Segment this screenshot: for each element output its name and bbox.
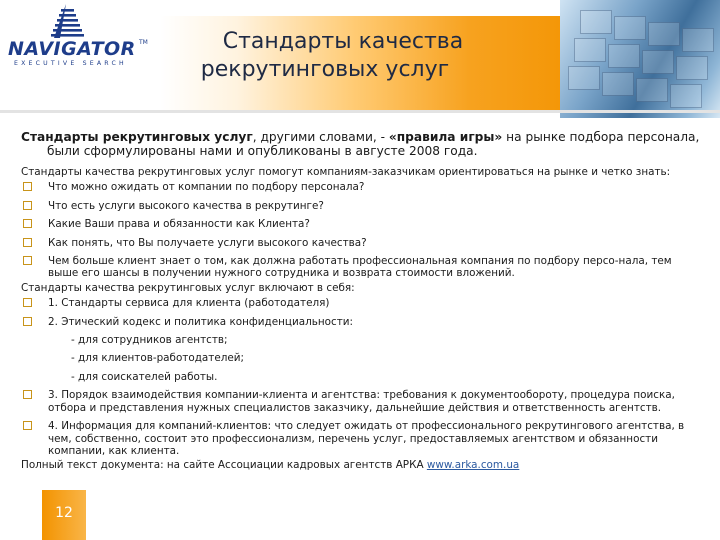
checkbox-bullet-icon [23,201,32,210]
list-item [21,200,701,212]
logo-mark-icon [44,4,84,38]
title-line-2: рекрутинговых услуг [200,57,450,82]
checkbox-bullet-icon [23,421,32,430]
checkbox-bullet-icon [23,219,32,228]
checkbox-bullet-icon [23,256,32,265]
intro-text-2: на рынке подбора персонала, [502,130,700,144]
header-divider [0,110,720,113]
standard-item-2 [21,316,701,328]
checkbox-bullet-icon [23,298,32,307]
building-photo [560,0,720,118]
sub-item: - для сотрудников агентств; [71,334,228,347]
standard-item-1 [21,297,701,309]
slide-title [160,28,490,84]
list-item [21,237,701,249]
logo-subtitle: EXECUTIVE SEARCH [14,60,127,67]
logo-wordmark: NAVIGATOR [8,38,136,60]
intro-bold: Стандарты рекрутинговых услуг [21,130,253,144]
checkbox-bullet-icon [23,317,32,326]
list-item-text: Как понять, что Вы получаете услуги высокого качества? [48,236,367,249]
full-text-note [21,459,701,471]
standard-item-4 [21,420,701,457]
standards-lead [21,282,701,294]
list-item [21,181,701,193]
standards-lead-text: включают в себя: [255,281,355,294]
questions-lead [21,166,701,178]
questions-lead-text: помогут компаниям-заказчикам ориентироваться на рынке и четко знать: [255,166,671,178]
standards-lead-bold: Стандарты качества рекрутинговых услуг [21,281,256,294]
logo-trademark: TM [139,39,148,46]
list-item-text: Что можно ожидать от компании по подбору персонала? [48,181,365,194]
checkbox-bullet-icon [23,390,32,399]
list-item-text: 1. Стандарты сервиса для клиента (работодателя) [48,297,330,310]
list-item-text: 3. Порядок взаимодействия компании-клиента и агентства: требования к документообороту, процедура поиска, отбора и представления нужных специалистов заказчику, дальнейшие действия и ответственность агентств. [48,389,675,414]
list-item-text: 4. Информация для компаний-клиентов: что следует ожидать от профессионального рекрутингового агентства, в чем, собственно, состоит это профессионализм, перечень услуг, предоставляемых агентством и обязанности компании, как клиента. [48,420,685,457]
list-item [21,218,701,230]
page-number: 12 [42,490,86,540]
full-text-label: Полный текст документа: на сайте Ассоциации кадровых агентств АРКА [21,459,427,472]
list-item-text: Какие Ваши права и обязанности как Клиента? [48,218,310,231]
questions-lead-bold: Стандарты качества рекрутинговых услуг [21,166,256,178]
content-body [21,130,701,472]
title-line-1: Стандарты качества [222,29,464,54]
list-item-text: Что есть услуги высокого качества в рекрутинге? [48,199,324,212]
intro-continuation: были сформулированы нами и опубликованы в августе 2008 года. [47,144,478,158]
intro-quote: «правила игры» [388,130,503,144]
list-item-text: Чем больше клиент знает о том, как должна работать профессиональная компания по подбору персо-нала, тем выше его шансы в получении нужного сотрудника и возврата стоимости вложений. [48,255,672,280]
standard-item-3 [21,389,701,414]
header [0,0,720,118]
sub-item: - для соискателей работы. [71,370,218,383]
list-item-text: 2. Этический кодекс и политика конфиденциальности: [48,315,354,328]
intro-paragraph [21,130,701,158]
arka-link[interactable]: www.arka.com.ua [426,459,520,472]
checkbox-bullet-icon [23,238,32,247]
checkbox-bullet-icon [23,182,32,191]
navigator-logo [6,4,156,70]
list-item [21,255,701,280]
intro-text-1: , другими словами, - [252,130,389,144]
sub-item: - для клиентов-работодателей; [71,352,244,365]
